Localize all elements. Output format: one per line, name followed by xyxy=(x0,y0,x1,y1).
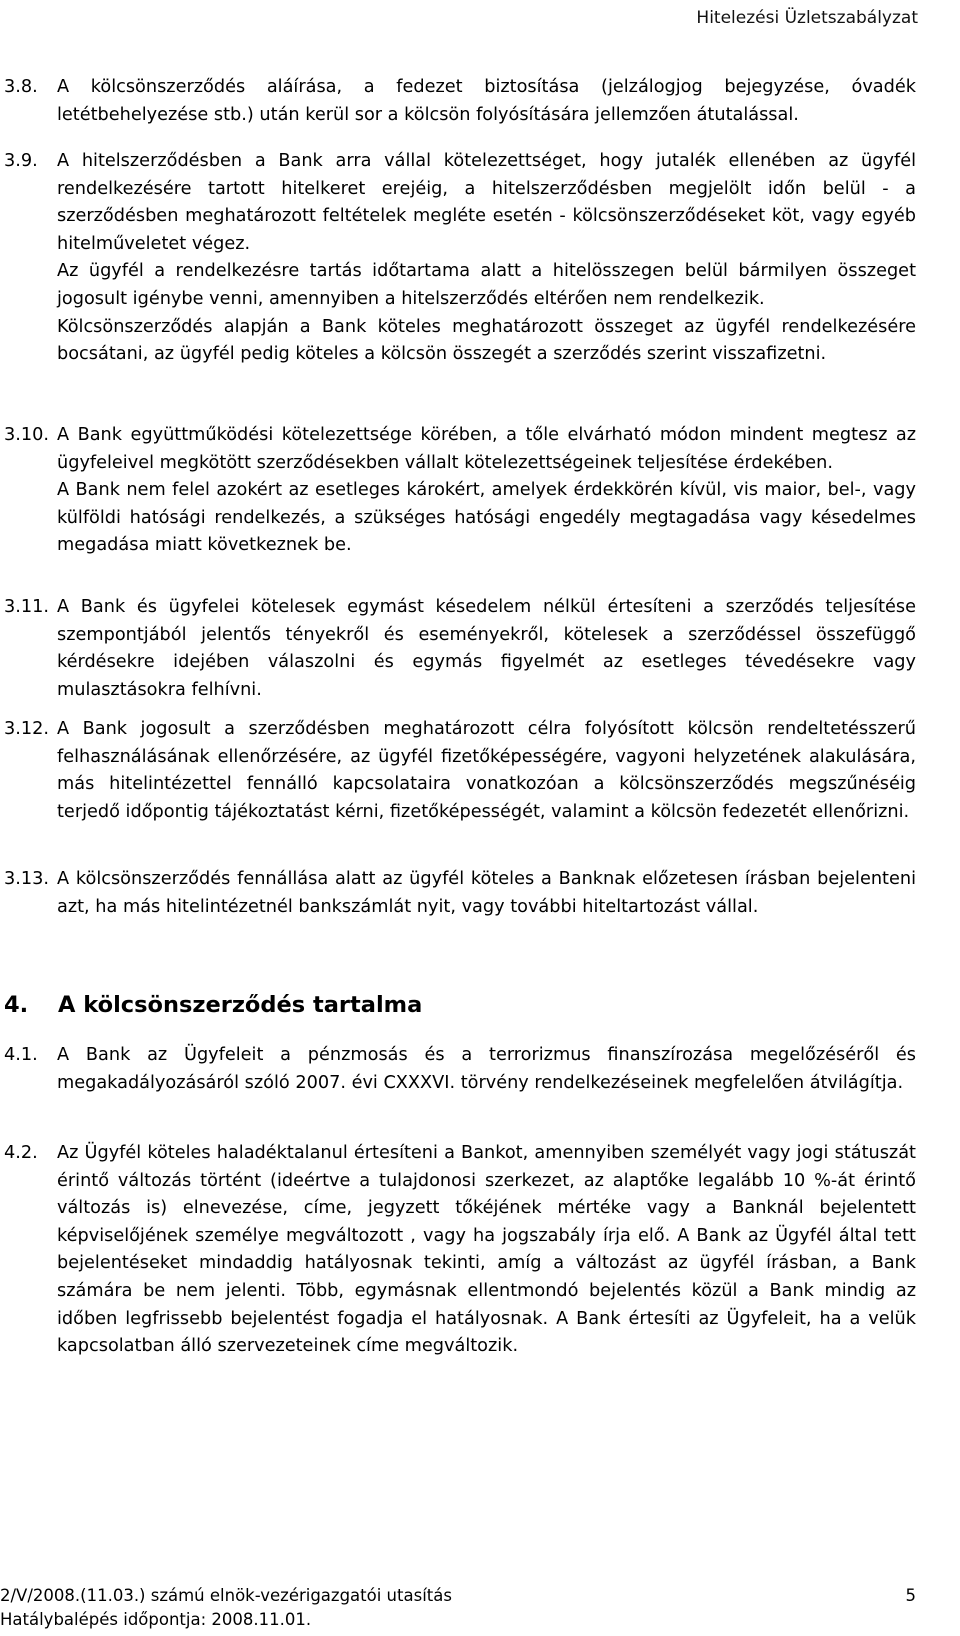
section-number: 3.13. xyxy=(4,869,50,889)
section-3-12 xyxy=(0,716,960,826)
paragraph: Az Ügyfél köteles haladéktalanul értesíteni a Bankot, amennyiben személyét vagy jogi státuszát érintő változás történt (ideértve a tulajdonosi szerkezet, az alaptőke legalább 10 %-át érintő változás is) elnevezése, címe, jegyzett tőkéjének mértéke vagy a Banknál bejelentett képviselőjének személye megváltozott , vagy ha jogszabály írja elő. A Bank az Ügyfél által tett bejelentéseket mindaddig hatályosnak tekinti, amíg a változást az ügyfél írásban, a Bank számára be nem jelenti. Több, egymásnak ellentmondó bejelentés közül a Bank mindig az időben legfrissebb bejelentést fogadja el hatályosnak. A Bank értesíti az Ügyfeleit, ha a velük kapcsolatban álló szervezeteinek címe megváltozik. xyxy=(57,1143,916,1357)
section-number: 4.2. xyxy=(4,1143,38,1163)
section-3-9 xyxy=(0,148,960,369)
paragraph: A Bank és ügyfelei kötelesek egymást késedelem nélkül értesíteni a szerződés teljesítése szempontjából jelentős tényekről és eseményekről, kötelesek a szerződéssel összefüggő kérdésekre idejében válaszolni és egymás figyelmét az esetleges tévedésekre vagy mulasztásokra felhívni. xyxy=(57,597,916,700)
section-number: 4.1. xyxy=(4,1045,38,1065)
paragraph: A Bank az Ügyfeleit a pénzmosás és a terrorizmus finanszírozása megelőzéséről és megakadályozásáról szóló 2007. évi CXXXVI. törvény rendelkezéseinek megfelelően átvilágítja. xyxy=(57,1045,916,1093)
paragraph: A Bank jogosult a szerződésben meghatározott célra folyósított kölcsön rendeltetésszerű felhasználásának ellenőrzésére, az ügyfél fizetőképességére, vagyoni helyzetének alakulására, más hitelintézettel fennálló kapcsolataira vonatkozóan a kölcsönszerződés megszűnéséig terjedő időpontig tájékoztatást kérni, fizetőképességét, valamint a kölcsön fedezetét ellenőrizni. xyxy=(57,719,916,822)
footer-regulation: 2/V/2008.(11.03.) számú elnök-vezérigazgatói utasítás xyxy=(0,1586,452,1605)
paragraph: A Bank együttműködési kötelezettsége körében, a tőle elvárható módon mindent megtesz az ügyfeleivel megkötött szerződésekben vállalt kötelezettségeinek teljesítése érdekében. xyxy=(57,425,916,473)
section-4-2 xyxy=(0,1140,960,1361)
page-number: 5 xyxy=(905,1586,916,1605)
section-number: 3.9. xyxy=(4,151,38,171)
paragraph: A Bank nem felel azokért az esetleges károkért, amelyek érdekkörén kívül, vis maior, bel-, vagy külföldi hatósági rendelkezés, a szükséges hatósági engedély megtagadása vagy késedelmes megadása miatt következnek be. xyxy=(57,480,916,556)
running-header: Hitelezési Üzletszabályzat xyxy=(696,8,918,28)
chapter-title: A kölcsönszerződés tartalma xyxy=(58,992,423,1018)
section-3-11 xyxy=(0,594,960,704)
section-number: 3.8. xyxy=(4,77,38,97)
paragraph: Kölcsönszerződés alapján a Bank köteles meghatározott összeget az ügyfél rendelkezésére bocsátani, az ügyfél pedig köteles a kölcsön összegét a szerződés szerint visszafizetni. xyxy=(57,316,916,365)
section-3-10 xyxy=(0,422,960,560)
paragraph: A kölcsönszerződés fennállása alatt az ügyfél köteles a Banknak előzetesen írásban bejelenteni azt, ha más hitelintézetnél bankszámlát nyit, vagy további hiteltartozást vállal. xyxy=(57,869,916,917)
section-3-8 xyxy=(0,74,960,129)
footer xyxy=(0,1584,452,1632)
section-number: 3.12. xyxy=(4,719,50,739)
section-number: 3.11. xyxy=(4,597,50,617)
section-4-1 xyxy=(0,1042,960,1097)
chapter-number: 4. xyxy=(4,992,29,1018)
paragraph: Az ügyfél a rendelkezésre tartás időtartama alatt a hitelösszegen belül bármilyen összeget jogosult igénybe venni, amennyiben a hitelszerződés eltérően nem rendelkezik. xyxy=(57,261,916,309)
footer-effective-date: Hatálybalépés időpontja: 2008.11.01. xyxy=(0,1610,312,1629)
section-number: 3.10. xyxy=(4,425,50,445)
paragraph: A kölcsönszerződés aláírása, a fedezet biztosítása (jelzálogjog bejegyzése, óvadék letétbehelyezése stb.) után kerül sor a kölcsön folyósítására jellemzően átutalással. xyxy=(57,77,916,125)
paragraph: A hitelszerződésben a Bank arra vállal kötelezettséget, hogy jutalék ellenében az ügyfél rendelkezésére tartott hitelkeret erejéig, a hitelszerződésben megjelölt időn belül - a szerződésben meghatározott feltételek megléte esetén - kölcsönszerződéseket köt, vagy egyéb hitelműveletet végez. xyxy=(57,151,916,254)
section-3-13 xyxy=(0,866,960,921)
